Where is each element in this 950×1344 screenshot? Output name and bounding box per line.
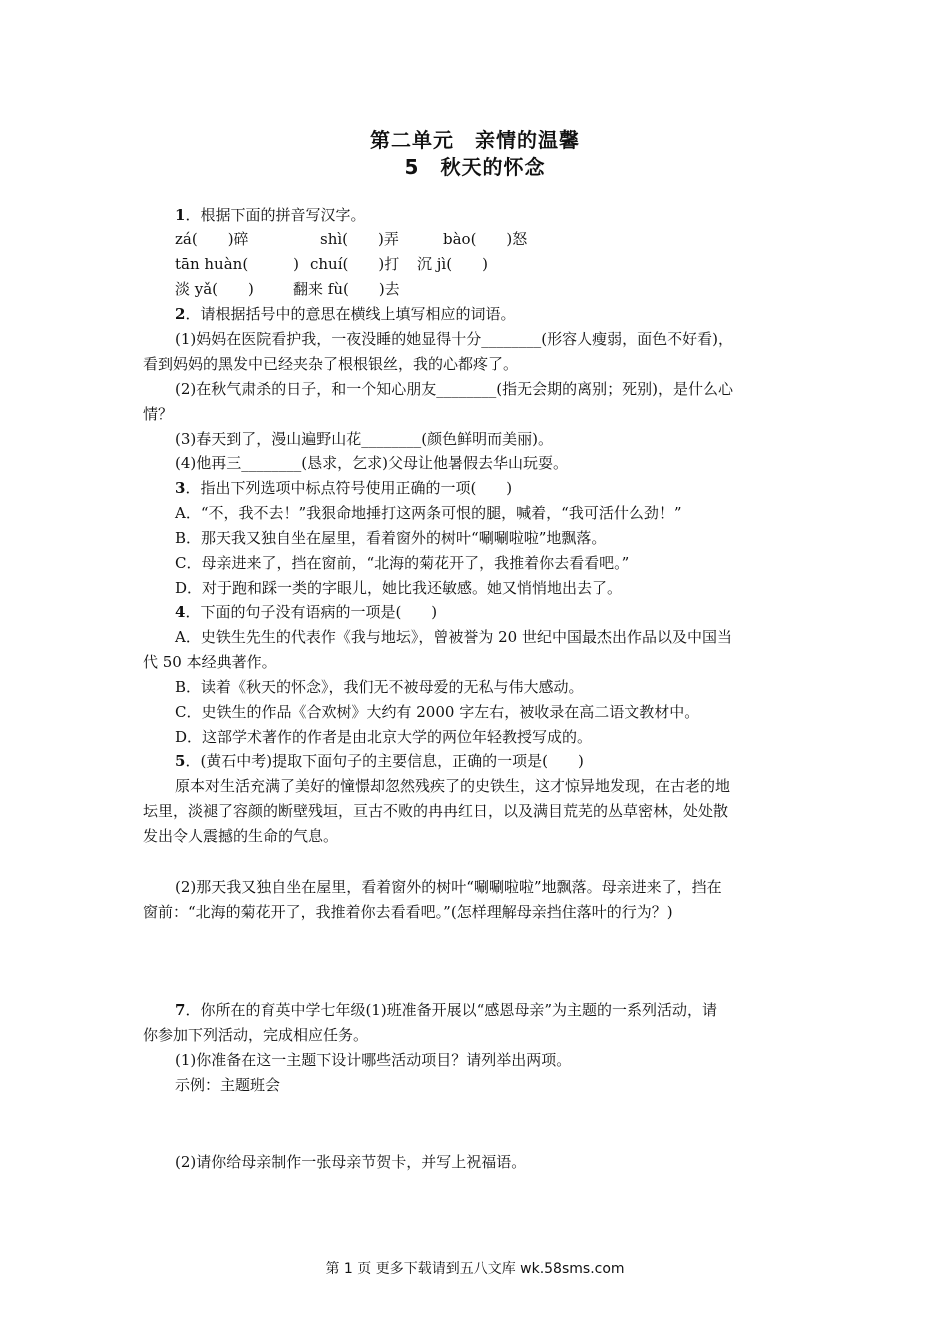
q1-number: 1 [175, 206, 186, 224]
q2-sub2-line2: 情？ [143, 405, 174, 423]
page-footer: 第 1 页 更多下载请到五八文库 wk.58sms.com [325, 1261, 625, 1277]
q2-stem-text: ．请根据括号中的意思在横线上填写相应的词语。 [185, 305, 516, 323]
q3-number: 3 [175, 479, 186, 497]
q4-number: 4 [175, 603, 186, 621]
q1-pinyin-3: bào( )怒 [443, 230, 528, 248]
q3-stem-text: ．指出下列选项中标点符号使用正确的一项( ) [185, 479, 513, 497]
q2-stem [175, 304, 515, 324]
q4-option-a-line2: 代 50 本经典著作。 [143, 653, 277, 671]
q1-pinyin-1: zá( )碎 [175, 230, 249, 248]
q5-passage-line3: 发出令人震撼的生命的气息。 [143, 827, 339, 845]
q4-stem [175, 602, 437, 622]
q7-sub1: (1)你准备在这一主题下设计哪些活动项目？请列举出两项。 [175, 1051, 572, 1069]
q6-sub2-line1: (2)那天我又独自坐在屋里，看着窗外的树叶“唰唰啦啦”地飘落。母亲进来了，挡在 [175, 878, 722, 896]
q4-option-b: B．读着《秋天的怀念》，我们无不被母爱的无私与伟大感动。 [175, 678, 584, 696]
q3-option-a: A．“不，我不去！”我狠命地捶打这两条可恨的腿，喊着，“我可活什么劲！” [175, 504, 682, 522]
lesson-title: 5 秋天的怀念 [404, 155, 546, 179]
q2-sub3: (3)春天到了，漫山遍野山花________(颜色鲜明而美丽)。 [175, 430, 553, 448]
q3-option-b: B．那天我又独自坐在屋里，看着窗外的树叶“唰唰啦啦”地飘落。 [175, 529, 607, 547]
q2-sub2-line1: (2)在秋气肃杀的日子，和一个知心朋友________(指无会期的离别；死别)，是什么心 [175, 380, 733, 398]
q1-pinyin-7: 淡 yǎ( ) [175, 280, 254, 298]
q5-passage-line2: 坛里，淡褪了容颜的断壁残垣，亘古不败的冉冉红日，以及满目荒芜的丛草密林，处处散 [143, 802, 729, 820]
q6-sub2-line2: 窗前：“北海的菊花开了，我推着你去看看吧。”(怎样理解母亲挡住落叶的行为？) [143, 903, 673, 921]
q4-option-a-line1: A．史铁生先生的代表作《我与地坛》，曾被誉为 20 世纪中国最杰出作品以及中国当 [175, 628, 732, 646]
q2-number: 2 [175, 305, 186, 323]
q3-stem [175, 478, 512, 498]
q4-option-d: D．这部学术著作的作者是由北京大学的两位年轻教授写成的。 [175, 728, 593, 746]
q1-pinyin-6: 沉 jì( ) [417, 255, 488, 273]
q3-option-c: C．母亲进来了，挡在窗前，“北海的菊花开了，我推着你去看看吧。” [175, 554, 630, 572]
q7-sub2: (2)请你给母亲制作一张母亲节贺卡，并写上祝福语。 [175, 1153, 527, 1171]
q7-example: 示例：主题班会 [175, 1076, 281, 1094]
q1-pinyin-8: 翻来 fù( )去 [293, 280, 400, 298]
q2-sub1-line1: (1)妈妈在医院看护我，一夜没睡的她显得十分________(形容人瘦弱，面色不好看)， [175, 330, 733, 348]
q7-number: 7 [175, 1001, 186, 1019]
q5-passage-line1: 原本对生活充满了美好的憧憬却忽然残疾了的史铁生，这才惊异地发现，在古老的地 [175, 777, 731, 795]
q4-stem-text: ．下面的句子没有语病的一项是( ) [185, 603, 438, 621]
q2-sub1-line2: 看到妈妈的黑发中已经夹杂了根根银丝，我的心都疼了。 [143, 355, 519, 373]
q7-stem-line2: 你参加下列活动，完成相应任务。 [143, 1026, 369, 1044]
q5-stem [175, 751, 584, 771]
unit-title: 第二单元 亲情的温馨 [370, 128, 580, 152]
q1-pinyin-5: chuí( )打 [310, 255, 400, 273]
q1-pinyin-4: tān huàn( ) [175, 255, 300, 273]
q5-stem-text: ．(黄石中考)提取下面句子的主要信息，正确的一项是( ) [185, 752, 584, 770]
q2-sub4: (4)他再三________(恳求，乞求)父母让他暑假去华山玩耍。 [175, 454, 568, 472]
q1-pinyin-2: shì( )弄 [320, 230, 399, 248]
q7-stem-line1 [175, 1000, 717, 1020]
q7-stem-text: ．你所在的育英中学七年级(1)班准备开展以“感恩母亲”为主题的一系列活动，请 [185, 1001, 718, 1019]
q5-number: 5 [175, 752, 186, 770]
q3-option-d: D．对于跑和踩一类的字眼儿，她比我还敏感。她又悄悄地出去了。 [175, 579, 623, 597]
q1-stem [175, 205, 365, 225]
q4-option-c: C．史铁生的作品《合欢树》大约有 2000 字左右，被收录在高二语文教材中。 [175, 703, 700, 721]
q1-stem-text: ．根据下面的拼音写汉字。 [185, 206, 366, 224]
